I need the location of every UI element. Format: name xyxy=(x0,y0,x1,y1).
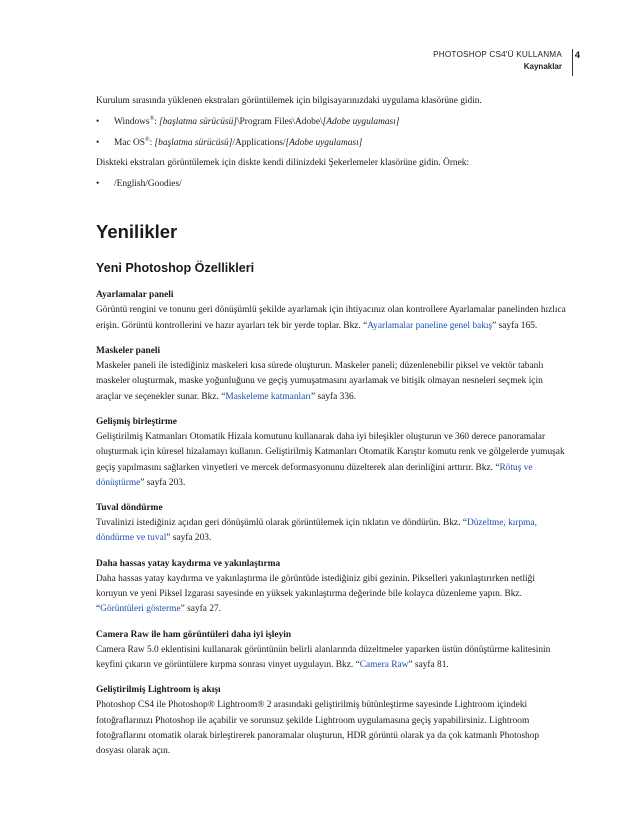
cross-reference-link[interactable]: Camera Raw xyxy=(359,659,409,670)
feature-body xyxy=(96,359,566,405)
bullet-icon: • xyxy=(96,137,100,148)
intro-text: Kurulum sırasında yüklenen ekstraları görüntülemek için bilgisayarınızdaki uygulama klasörüne gidin. xyxy=(96,96,482,106)
header-divider xyxy=(572,49,573,76)
feature-title: Geliştirilmiş Lightroom iş akışı xyxy=(96,685,221,696)
header-doc-title: PHOTOSHOP CS4'Ü KULLANMA xyxy=(433,50,562,59)
bullet-os-name: Windows xyxy=(114,117,150,128)
cross-reference-link[interactable]: Rötuş ve dönüştürme xyxy=(96,462,533,488)
page-reference: ” sayfa 336. xyxy=(311,391,357,402)
feature-body-text: Görüntü rengini ve tonunu geri dönüşümlü şekilde ayarlamak için ihtiyacınız olan kontrollere Ayarlamalar panelinden hızlıca erişin. Görüntü kontrollerini ve hazır ayarları tek bir yerde toplar. Bkz. “ xyxy=(96,305,566,331)
page-reference: ” sayfa 81. xyxy=(408,659,449,670)
bullet-var: [başlatma sürücüsü] xyxy=(159,117,237,128)
feature-body xyxy=(96,643,566,674)
disk-text: Diskteki ekstraları görüntülemek için diskte kendi dilinizdeki Şekerlemeler klasörüne gidin. Örnek: xyxy=(96,157,470,168)
cross-reference-link[interactable]: Maskeleme katmanları xyxy=(225,391,312,402)
page-reference: ” sayfa 165. xyxy=(492,320,538,331)
feature-body xyxy=(96,303,566,334)
cross-reference-link[interactable]: Ayarlamalar paneline genel bakış xyxy=(367,320,493,331)
feature-title: Gelişmiş birleştirme xyxy=(96,416,177,427)
feature-entry xyxy=(96,344,566,405)
feature-body-text: Geliştirilmiş Katmanları Otomatik Hizala komutunu kullanarak daha iyi bileşikler oluşturun ve 360 derece panoramalar oluşturmak için küresel hizalamayı kullanın. Geliştirilmiş Katmanları Otomatik Karıştır komutu renk ve gölgelerde yumuşak geçiş yapılmasını sağlarken vinyetleri ve mercek deformasyonunu düzelterek alan derinliğini arttırır. Bkz. “ xyxy=(96,431,565,473)
bullet-var: [Adobe uygulaması] xyxy=(285,137,363,148)
page-content xyxy=(96,94,566,769)
feature-title: Daha hassas yatay kaydırma ve yakınlaştırma xyxy=(96,558,281,569)
cross-reference-link[interactable]: Görüntüleri gösterme xyxy=(100,604,181,615)
feature-body-text: Maskeler paneli ile istediğiniz maskeleri kısa sürede oluşturun. Maskeler paneli; düzenlenebilir piksel ve vektör tabanlı maskeler oluşturmak, maske yoğunluğunu ve geçiş yumuşatmasını ayarlamak ve bitişik olmayan nesneleri seçmek için araçlar ve seçenekler sunar. Bkz. “ xyxy=(96,361,544,402)
page-number: 4 xyxy=(574,50,580,61)
registered-mark: ® xyxy=(149,116,155,123)
header-section: Kaynaklar xyxy=(523,62,562,71)
feature-entry xyxy=(96,288,566,334)
feature-entry xyxy=(96,683,566,759)
running-header xyxy=(433,49,562,73)
bullet-sep: : xyxy=(149,137,155,148)
feature-title: Ayarlamalar paneli xyxy=(96,290,174,301)
bullet-os-name: Mac OS xyxy=(114,137,145,148)
page-reference: ” sayfa 203. xyxy=(140,477,186,488)
feature-list xyxy=(96,288,566,759)
bullet-path: /Applications/ xyxy=(232,137,286,148)
registered-mark: ® xyxy=(145,136,150,143)
bullet-path: /English/Goodies/ xyxy=(114,179,182,190)
feature-body xyxy=(96,698,566,759)
list-item-mac xyxy=(96,136,566,151)
cross-reference-link[interactable]: Düzeltme, kırpma, döndürme ve tuval xyxy=(96,518,537,544)
bullet-icon: • xyxy=(96,179,100,190)
page-reference: ” sayfa 203. xyxy=(166,533,212,544)
feature-entry xyxy=(96,557,566,618)
feature-entry xyxy=(96,628,566,674)
feature-entry xyxy=(96,501,566,547)
bullet-path: \Program Files\Adobe\ xyxy=(236,117,323,128)
feature-body-text: Tuvalinizi istediğiniz açıdan geri dönüşümlü olarak görüntülemek için tıklatın ve döndürün. Bkz. “ xyxy=(96,518,467,529)
list-item-goodies xyxy=(96,177,566,192)
feature-entry xyxy=(96,415,566,491)
feature-body-text: Daha hassas yatay kaydırma ve yakınlaştırma ile görüntüde istediğiniz gibi gezinin. Pikselleri yakınlaştırırken netliği koruyun ve yeni Piksel Izgarası sayesinde en yüksek yakınlaştırma değerinde bile kolayca düzenleme yapın. Bkz. “ xyxy=(96,573,535,615)
feature-title: Maskeler paneli xyxy=(96,346,161,357)
sub-heading: Yeni Photoshop Özellikleri xyxy=(96,261,255,276)
list-item-windows xyxy=(96,115,566,130)
bullet-icon: • xyxy=(96,117,100,128)
feature-body-text: Camera Raw 5.0 eklentisini kullanarak görüntünün belirli alanlarında düzeltmeler yaparken üstün dönüştürme kalitesinin keyfini çıkarın ve görüntülere kırpma sonrası vinyet uygulayın. Bkz. “ xyxy=(96,644,551,670)
bullet-var: [Adobe uygulaması] xyxy=(322,117,400,128)
feature-body xyxy=(96,430,566,491)
feature-body xyxy=(96,572,566,618)
main-heading: Yenilikler xyxy=(96,221,178,243)
feature-body-text: Photoshop CS4 ile Photoshop® Lightroom® 2 arasındaki geliştirilmiş bütünleştirme sayesinde Lightroom içindeki fotoğraflarınızı Photoshop ile açabilir ve sorunsuz şekilde Lightroom uygulamasına geçiş yapabilirsiniz. Lightroom fotoğraflarını otomatik olarak birleştirerek panoramalar oluşturun, HDR görüntü olarak ya da çok katmanlı Photoshop dosyası olarak açın. xyxy=(96,700,540,757)
page-reference: ” sayfa 27. xyxy=(180,604,221,615)
feature-body xyxy=(96,516,566,547)
feature-title: Camera Raw ile ham görüntüleri daha iyi işleyin xyxy=(96,629,292,640)
bullet-var: [başlatma sürücüsü] xyxy=(154,137,233,148)
bullet-sep: : xyxy=(154,117,160,128)
feature-title: Tuval döndürme xyxy=(96,503,163,514)
